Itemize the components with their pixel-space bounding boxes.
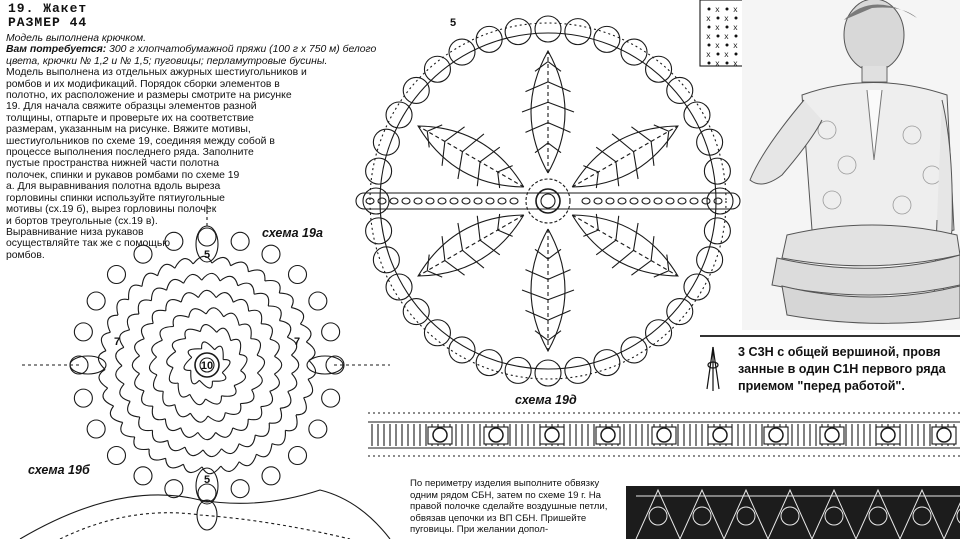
motif-number-top: 5 bbox=[203, 249, 211, 261]
model-line: Модель выполнена крючком. bbox=[6, 33, 147, 44]
svg-text:x: x bbox=[724, 51, 729, 60]
motif-number-bottom: 5 bbox=[203, 474, 211, 486]
legend-line-2: занные в один С1Н первого ряда bbox=[738, 362, 946, 376]
schema-19b-diagram bbox=[20, 490, 390, 539]
svg-text:x: x bbox=[733, 6, 738, 15]
schema-19d-label: схема 19д bbox=[515, 393, 577, 407]
svg-text:x: x bbox=[706, 51, 711, 60]
legend-line-1: 3 С3Н с общей вершиной, провя bbox=[738, 345, 941, 359]
svg-text:x: x bbox=[733, 24, 738, 33]
needs-label: Вам потребуется: bbox=[6, 44, 107, 56]
svg-text:x: x bbox=[706, 33, 711, 42]
legend-text bbox=[738, 344, 960, 395]
svg-text:x: x bbox=[706, 15, 711, 24]
motif-number-right: 7 bbox=[293, 336, 301, 348]
instructions-text: Модель выполнена из отдельных ажурных шестиугольников и ромбов и их модификаций. Порядок сборки элементов в полотно, их расположение и размеры смотрите на рисунке 19. Для начала свяжите образцы элементов разной толщины, отпарьте и проверьте их на соответствие размерам, указанным на рисунке. Вяжите мотивы, шестиугольников по схеме 19, соединяя между собой в процессе выполнения последнего ряда. Заполните пустые пространства нижней части полотна полочек, спинки и рукавов ромбами по схеме 19 а. Для выравнивания полотна вдоль выреза горловины спинки используйте пятиугольные мотивы (сх.19 б), вырез горловины полочек и бортов треугольные (сх.19 в). Выравнивание низа рукавов осуществляйте так же с помощью ромбов. bbox=[6, 67, 307, 261]
hexagon-motif-diagram bbox=[356, 16, 740, 386]
legend-line-3: приемом "перед работой". bbox=[738, 379, 905, 393]
svg-text:x: x bbox=[715, 6, 720, 15]
needs-text: 300 г хлопчатобумажной пряжи (100 г х 750 м) белого цвета, крючки № 1,2 и № 1,5; пуговицы; перламутровые бусины. bbox=[6, 44, 377, 67]
article-title: 19. Жакет bbox=[8, 1, 88, 16]
svg-text:x: x bbox=[724, 33, 729, 42]
svg-text:x: x bbox=[715, 60, 720, 69]
svg-text:x: x bbox=[715, 24, 720, 33]
svg-text:x: x bbox=[724, 15, 729, 24]
motif-number-left: 7 bbox=[113, 336, 121, 348]
lace-fabric-photo bbox=[626, 486, 960, 539]
svg-text:x: x bbox=[733, 60, 738, 69]
finishing-note: По периметру изделия выполните обвязку одним рядом СБН, затем по схеме 19 г. На правой полочке сделайте воздушные петли, обвязав цепочки из ВП СБН. Пришейте пуговицы. При желании допол- bbox=[410, 478, 608, 535]
border-strip-diagram bbox=[368, 413, 960, 456]
size-label: РАЗМЕР 44 bbox=[8, 15, 88, 30]
svg-text:x: x bbox=[715, 42, 720, 51]
stitch-symbol-icon bbox=[703, 345, 723, 393]
svg-text:x: x bbox=[733, 42, 738, 51]
motif-number-centre: 10 bbox=[200, 360, 214, 372]
schema-19a-label: схема 19а bbox=[262, 226, 323, 240]
schema-19b-label: схема 19б bbox=[28, 463, 90, 477]
model-photo bbox=[742, 0, 960, 330]
motif-number-hex: 5 bbox=[449, 17, 457, 29]
